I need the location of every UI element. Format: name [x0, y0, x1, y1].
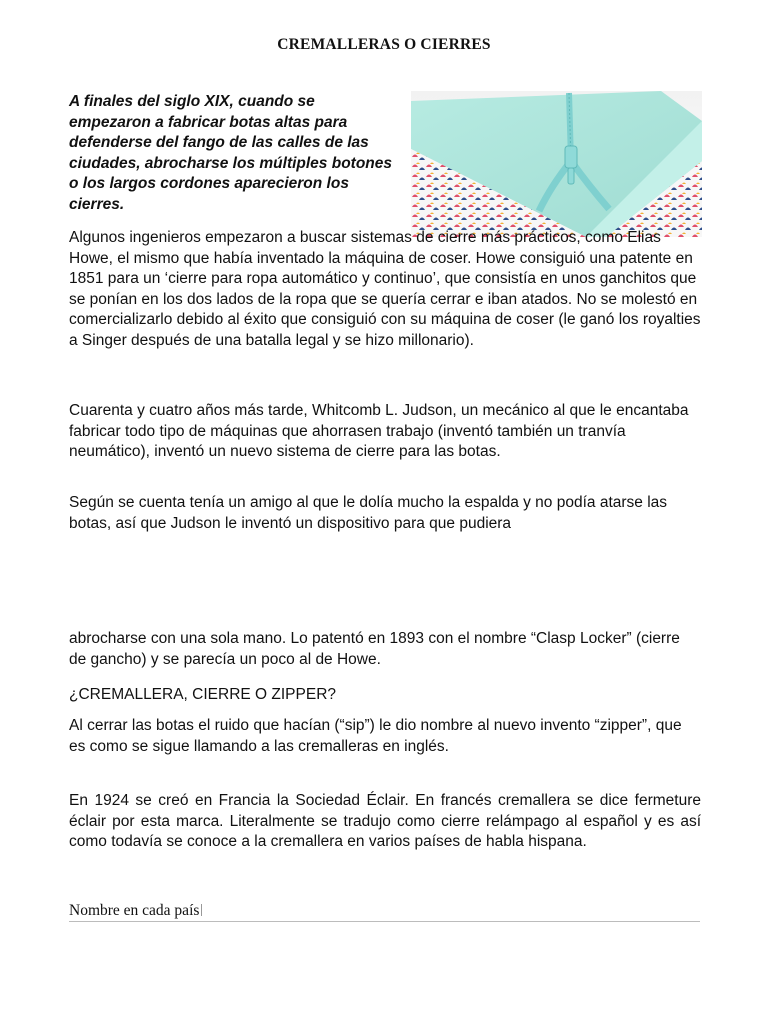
zipper-photo	[411, 91, 702, 237]
divider-line	[69, 921, 700, 922]
paragraph-howe: Algunos ingenieros empezaron a buscar sistemas de cierre más prácticos, como Elias Howe, el mismo que había inventado la máquina de coser. Howe consiguió una patente en 1851 para un ‘cierre para ropa automático y continuo’, que consistía en unos ganchitos que se ponían en los dos lados de la ropa que se quería cerrar e iban atados. No se molestó en comercializarlo debido al éxito que consiguió con su máquina de coser (le ganó los royalties a Singer después de una batalla legal y se hizo millonario).	[69, 229, 701, 349]
page-title: CREMALLERAS O CIERRES	[277, 36, 491, 53]
paragraph-patent: abrocharse con una sola mano. Lo patentó en 1893 con el nombre “Clasp Locker” (cierre de gancho) y se parecía un poco al de Howe.	[69, 630, 680, 668]
paragraph-judson: Cuarenta y cuatro años más tarde, Whitcomb L. Judson, un mecánico al que le encantaba fabricar todo tipo de máquinas que ahorrasen trabajo (inventó también un tranvía neumático), inventó un nuevo sistema de cierre para las botas.	[69, 402, 689, 460]
intro-paragraph: A finales del siglo XIX, cuando se empezaron a fabricar botas altas para defenderse del fango de las calles de las ciudades, abrocharse los múltiples botones o los largos cordones aparecieron los cierres.	[69, 93, 393, 213]
zipper-illustration	[411, 91, 702, 237]
paragraph-eclair: En 1924 se creó en Francia la Sociedad Éclair. En francés cremallera se dice fermeture éclair por esta marca. Literalmente se tradujo como cierre relámpago al español y es así como todavía se conoce a la cremallera en varios países de habla hispana.	[69, 792, 701, 850]
footer-label	[69, 902, 202, 920]
paragraph-zipper: Al cerrar las botas el ruido que hacían (“sip”) le dio nombre al nuevo invento “zipper”, que es como se sigue llamando a las cremalleras en inglés.	[69, 717, 682, 755]
footer-label-text: Nombre en cada país	[69, 902, 200, 919]
text-cursor	[201, 904, 202, 916]
paragraph-friend: Según se cuenta tenía un amigo al que le dolía mucho la espalda y no podía atarse las botas, así que Judson le inventó un dispositivo para que pudiera	[69, 494, 668, 532]
section-heading: ¿CREMALLERA, CIERRE O ZIPPER?	[69, 686, 337, 703]
